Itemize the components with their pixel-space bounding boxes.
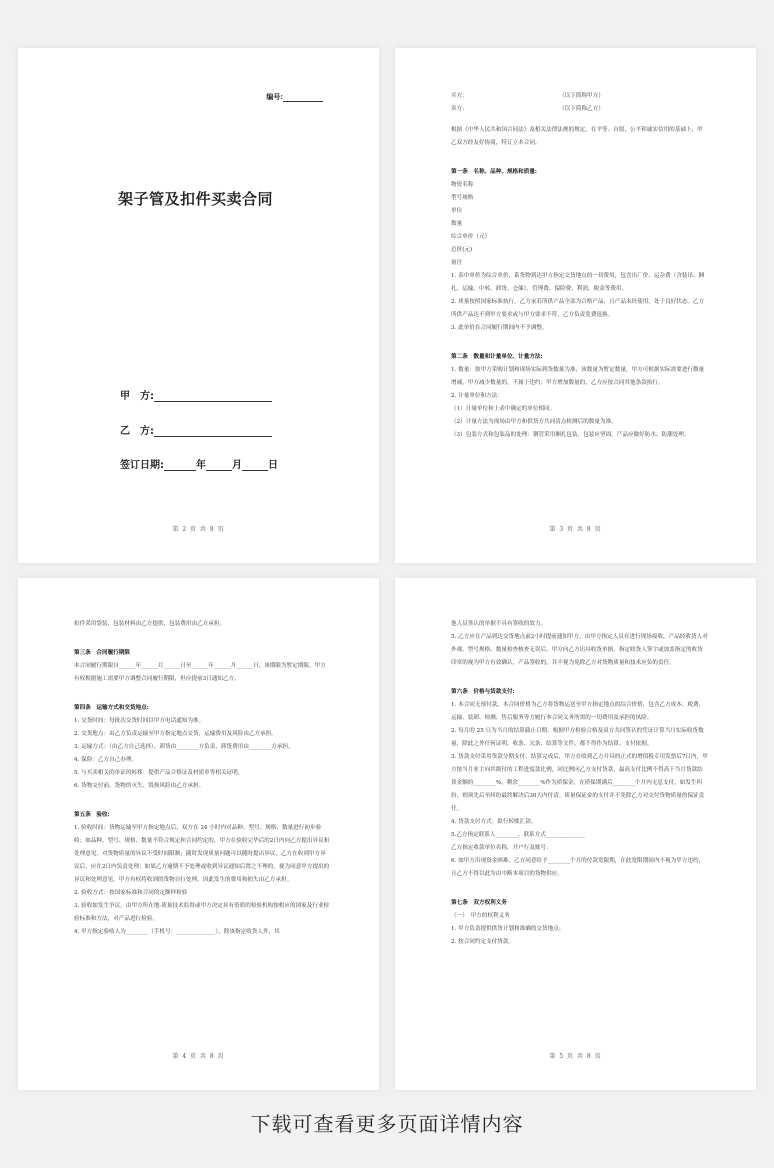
party-b-label: 乙 方: <box>120 426 154 437</box>
article-5-line: 2. 验收方式：按国家标准和合同的定额样检验 <box>74 890 188 896</box>
article-7-line: （一） 甲方的权利义务 <box>451 913 510 919</box>
article-6-text <box>451 699 708 881</box>
download-caption[interactable]: 下载可查看更多页面详情内容 <box>250 1112 524 1136</box>
article-4-line: 1. 交货时间：每批次交货时间以甲方电话通知为准。 <box>74 718 205 724</box>
article-1-item: 物资名称 <box>451 182 474 188</box>
article-1-note: 2. 质量按照国家标准执行，乙方承若所供产品全部为合格产品，且产品未经使用，处于良好状态。乙方所供产品达不到甲方要求或与甲方要求不符，乙方负责免费退换。 <box>451 299 705 318</box>
article-5-line: 1. 验收时间：货物运输至甲方指定地点后，双方在 24 小时内对品种、型号、规格、数量进行初步验收；如品种、型号、规格、数量不符合规定和合同约定的，甲方在验收完毕后的2日内向乙方提出异议和处理意见。对货物质量的异议不受时间限制；随时发现质量问题可以随时提出异议，乙方在收到甲方异议后，应在2日内负责处理；如果乙方逾期不予处理或收到异议通知后置之不理的，视为同意甲方提出的异议和处理意见，甲方有权将收到的货物自行处理，因此发生的费用和损失由乙方承担。 <box>74 825 330 883</box>
contract-number-blank <box>283 94 323 102</box>
buyer-label: 买方: <box>451 93 465 99</box>
article-1-item: 综合单价（元） <box>451 234 491 240</box>
page-5-top-line: 他人员签认的单据不具有签收的效力。 <box>451 621 547 627</box>
article-6-line: 1. 本合同无预付款，本合同价格为乙方将货物运送至甲方指定地点的综合价格，包含乙方成本、税费、运输、装卸、检测、售后服务等方履行本合同义务所需的一切费用及承担的风险。 <box>451 702 705 721</box>
article-2-line: （1）计量单位和上表中确定的单位相同。 <box>451 406 556 412</box>
page-footer: 第 4 页 共 8 页 <box>172 1053 225 1060</box>
page-4-top-line: 扣件采用袋装，包装材料由乙方提供，包装费用由乙方承担。 <box>74 621 226 627</box>
party-a-line <box>120 387 272 402</box>
contract-page-4 <box>18 578 379 1090</box>
article-7-title: 第七条 双方权利义务 <box>451 900 507 906</box>
article-4-line: 5. 与买卖相关的单证的转移：提供产品合格证及材质单等相关证明。 <box>74 770 244 776</box>
party-a-blank <box>154 391 272 402</box>
article-6-line: 3. 货款支付采用货款分期支付，结算完成后，甲方在收到乙方开具的正式的增值税专用发票后7日内，甲方按当月业主向其拨付的工程进度款比例，同比例向乙方支付货款，最高支付比例不得高于当月货款结算金额的________%，剩余________%作为质保金，在质保期满后________个月内无息支付。如发生纠纷，则须先后至纠纷最终解决后30天内付清。质量保证金的支付并不免除乙方对交付货物质量的保证责任。 <box>451 754 708 812</box>
article-5-line: 4. 甲方指定验收人为________（手机号：______________），除该指定收货人外，其 <box>74 929 280 935</box>
page-5-top-line: 5. 乙方应在产品到达交货地点前2小时提前通知甲方，由甲方指定人员在进行现场接收，产品经收货人对外观、型号规格、数量检查核查无误后，甲方向乙方出具收货单据，指定收货人签字或加盖指定的收货印章的视为甲方有效确认，产品签收的，并不视为免除乙方对货物质量和技术应负的责任。 <box>451 634 708 666</box>
article-6-line: 4. 货款支付方式：银行转账汇款。 <box>451 819 537 825</box>
article-1-note: 1. 表中单价为综合单价，系货物到达甲方指定交货地点的一切费用，包含出厂价、运杂费（含装吊、捆扎、运输、中转、卸货、仓储）、管理费、保险费、利润、税金等费用。 <box>451 273 705 292</box>
seller-label: 卖方: <box>451 106 465 112</box>
buyer-line <box>451 90 708 103</box>
article-2-line: （2）计量方法为现场由甲方和供货方共同清点检测后的数量为准。 <box>451 419 617 425</box>
contract-page-5 <box>395 578 756 1090</box>
article-1-item: 单位 <box>451 208 463 214</box>
article-4-line: 2. 交货地点：由乙方负责运输至甲方指定地点交货，运输费用及风险由乙方承担。 <box>74 731 277 737</box>
article-2-line: （3）包装方式和包装品的处理：钢管采用捆扎包装，包装应坚固，产品应做好防水、防潮处理。 <box>451 432 690 438</box>
article-1-item: 型号规格 <box>451 195 474 201</box>
day-label: 日 <box>268 460 278 471</box>
contract-number <box>266 92 323 102</box>
cover-page <box>18 48 379 563</box>
article-4-title: 第四条 运输方式和交货地点: <box>74 705 149 711</box>
article-7-text <box>451 910 708 949</box>
article-1-notes <box>451 270 708 335</box>
year-blank <box>164 460 196 471</box>
party-b-blank <box>154 426 272 437</box>
page-footer: 第 3 页 共 8 页 <box>549 526 602 533</box>
sign-date-line <box>120 456 278 471</box>
article-6-line: 5.乙方指定联系人________，联系方式______________ <box>451 832 585 838</box>
article-1-item: 总价(元) <box>451 247 473 253</box>
article-1-title: 第一条 名称、品种、规格和质量: <box>451 169 537 175</box>
day-blank <box>242 460 268 471</box>
page-footer: 第 5 页 共 8 页 <box>549 1053 602 1060</box>
page-4-body <box>74 618 331 939</box>
page-3-body <box>451 90 708 442</box>
year-label: 年 <box>196 460 206 471</box>
article-2-line: 2. 计量单位和方法： <box>451 393 503 399</box>
article-6-line: 乙方指定收款单位名称，开户行及账号： <box>451 845 552 851</box>
buyer-short: （以下简称甲方） <box>559 93 604 99</box>
contract-number-label: 编号: <box>266 92 283 101</box>
seller-short: （以下简称乙方） <box>559 106 604 112</box>
page-4-top-lines <box>74 618 331 631</box>
article-5-title: 第五条 验收: <box>74 812 110 818</box>
article-5-text <box>74 822 331 939</box>
page-5-body <box>451 618 708 949</box>
article-7-line: 1. 甲方负责提供供货计划和准确的交货地点。 <box>451 926 565 932</box>
article-2-line: 1. 数量：按甲方采购计划和现场实际到货数量为准，该数量为暂定数量，甲方可根据实际需要进行数量增减，甲方减少数量的，不属于违约；甲方增加数量的，乙方应按合同其他条款执行。 <box>451 367 705 386</box>
page-footer: 第 2 页 共 8 页 <box>172 526 225 533</box>
article-1-item: 备注 <box>451 260 463 266</box>
article-2-title: 第二条 数量和计量单位、计量方法: <box>451 354 543 360</box>
page-5-top-lines <box>451 618 708 670</box>
preamble: 根据《中华人民共和国合同法》及相关法律法规的规定，在平等、自愿、公平和诚实信用的基础上，甲乙双方经友好协商，特订立本合同。 <box>451 127 703 146</box>
article-4-text <box>74 715 331 793</box>
sign-date-label: 签订日期: <box>120 460 164 471</box>
article-3-text: 本合同履行期限自______年______月______日至______年______月______日，该期限为暂定期限，甲方有权根据施工需要甲方调整合同履行期限，但应提前3日通知乙方。 <box>74 663 326 682</box>
party-b-line <box>120 422 272 437</box>
article-4-line: 6. 货物交付前，货物的灭失、毁损风险由乙方承担。 <box>74 783 205 789</box>
month-label: 月 <box>232 460 242 471</box>
article-2-text <box>451 364 708 442</box>
article-1-items <box>451 179 708 270</box>
article-1-note: 3. 此单价在合同履行期间内不予调整。 <box>451 325 548 331</box>
article-4-line: 3. 运输方式：（由乙方自己选择），卸货由________方负责，卸货费用由________方承担。 <box>74 744 294 750</box>
article-1-item: 数量 <box>451 221 463 227</box>
seller-line <box>451 103 708 116</box>
article-4-line: 4. 保险：乙方自己办理。 <box>74 757 138 763</box>
contract-page-3 <box>395 48 756 563</box>
article-6-title: 第六条 价格与货款支付: <box>451 689 515 695</box>
article-3-title: 第三条 合同履行期限 <box>74 650 130 656</box>
month-blank <box>206 460 232 471</box>
article-5-line: 3. 验收如发生争议，由甲方所在地-质量技术监督或甲方决定具有资质的检验机构按相应的国家及行业检验标准和方法，对产品进行检验。 <box>74 903 330 922</box>
party-a-label: 甲 方: <box>120 391 154 402</box>
contract-title: 架子管及扣件买卖合同 <box>118 190 274 208</box>
article-6-line: 6. 如甲方出现资金困难，乙方同意给予________个月的付款宽限期，在此宽限期间内不视为甲方违约，且乙方不得以此为由中断本项目的货物供应。 <box>451 858 705 877</box>
article-6-line: 2. 每月的 25 日为当月的结算截止日期，根据甲方检验合格及双方共同签认的凭证计算当月实际收货数量，除此之外任何证明、收条、欠条、结算等文件、都不得作为结算、支付依据。 <box>451 728 704 747</box>
article-7-line: 2. 按合同约定支付货款。 <box>451 939 515 945</box>
